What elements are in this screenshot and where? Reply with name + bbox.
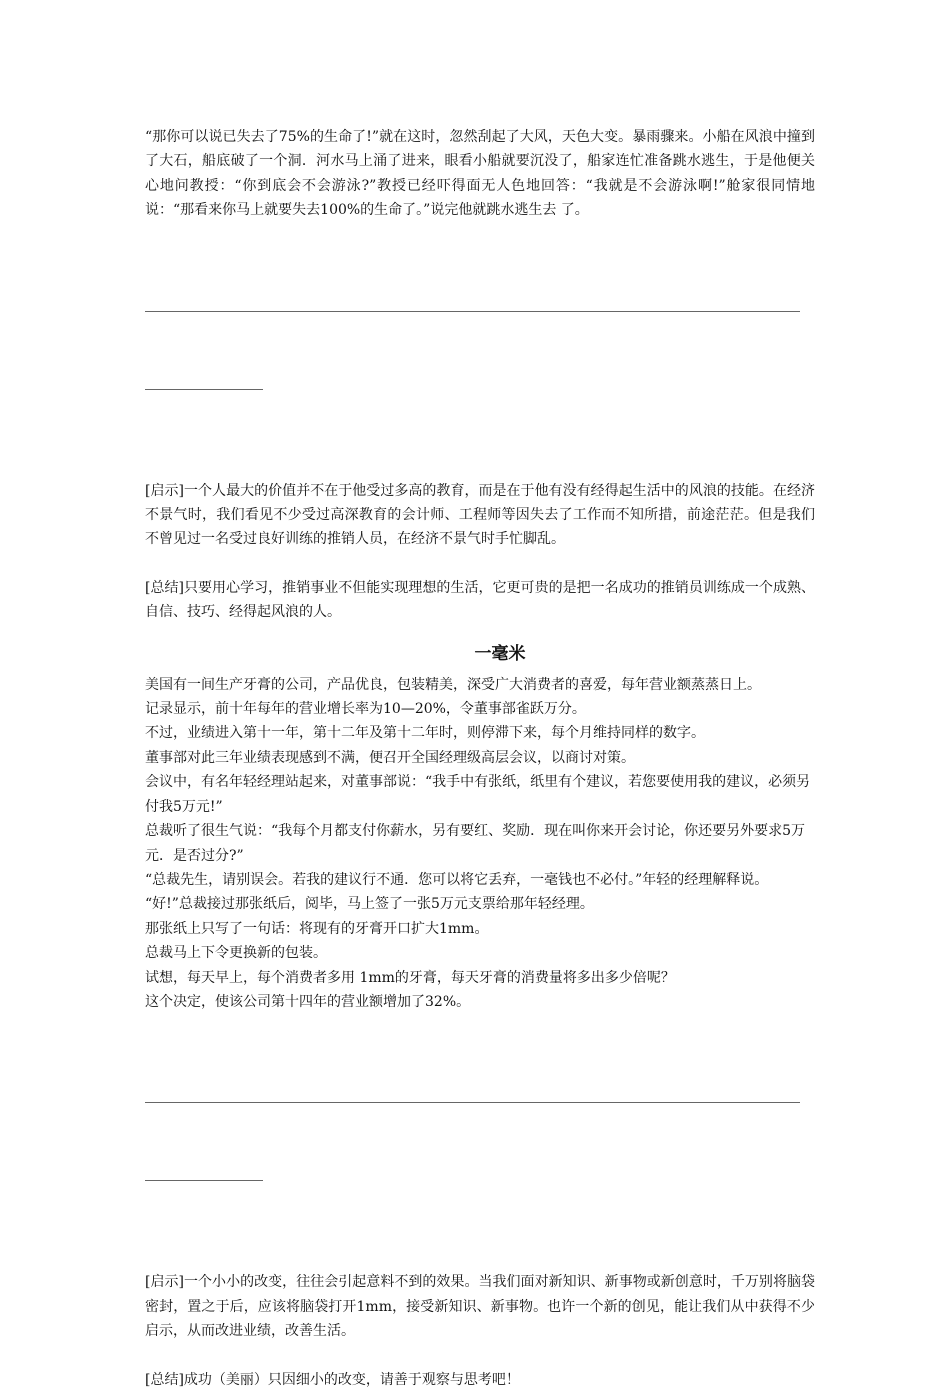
separator-rule — [145, 247, 815, 455]
story2-title: 一毫米 — [474, 643, 526, 664]
story2-paragraph: 董事部对此三年业绩表现感到不满，便召开全国经理级高层会议，以商讨对策。 — [145, 749, 635, 766]
story2-summary: [总结]成功（美丽）只因细小的改变，请善于观察与思考吧！ — [145, 1371, 520, 1388]
story2-paragraph: 总裁马上下令更换新的包装。 — [145, 945, 327, 962]
story2-paragraph: 美国有一间生产牙膏的公司，产品优良，包装精美，深受广大消费者的喜爱，每年营业额蒸蒸日上。 — [145, 676, 761, 693]
story2-paragraph: 这个决定，使该公司第十四年的营业额增加了32%。 — [145, 993, 471, 1010]
story2-paragraph: 不过，业绩进入第十一年，第十二年及第十二年时，则停滞下来，每个月维持同样的数字。 — [145, 725, 705, 742]
story1-ending-paragraph: “那你可以说已失去了75%的生命了!”就在这时，忽然刮起了大风，天色大变。暴雨骤来。小船在风浪中撞到了大石，船底破了一个洞．河水马上涌了进来，眼看小船就要沉没了，船家连忙准备跳水逃生，于是他便关心地问教授：“你到底会不会游泳?”教授已经吓得面无人色地回答：“我就是不会游泳啊!”舱家很同情地说：“那看来你马上就要失去100%的生命了。”说完他就跳水逃生去 了。 — [145, 129, 815, 219]
story2-body — [145, 673, 815, 1015]
story1-insight: [启示]一个人最大的价值并不在于他受过多高的教育，而是在于他有没有经得起生活中的风浪的技能。在经济不景气时，我们看见不少受过高深教育的会计师、工程师等因失去了工作而不知所措，前途茫茫。但是我们不曾见过一名受过良好训练的推销人员，在经济不景气时手忙脚乱。 — [145, 482, 815, 548]
story2-paragraph: 总裁听了很生气说：“我每个月都支付你薪水，另有要红、奖励．现在叫你来开会讨论，你还要另外要求5万元．是否过分?” — [145, 823, 806, 864]
story2-paragraph: 记录显示，前十年每年的营业增长率为10—20%，令董事部雀跃万分。 — [145, 701, 586, 718]
story2-paragraph: 会议中，有名年轻经理站起来，对董事部说：“我手中有张纸，纸里有个建议，若您要使用我的建议，必须另付我5万元!” — [145, 774, 811, 815]
story2-paragraph: 那张纸上只写了一句话：将现有的牙膏开口扩大1mm。 — [145, 920, 489, 937]
separator-rule — [145, 1038, 815, 1246]
story2-paragraph: “总裁先生，请别误会。若我的建议行不通．您可以将它丢弃，一毫钱也不必付。”年轻的经理解释说。 — [145, 871, 769, 888]
story2-paragraph: “好!”总裁接过那张纸后，阅毕，马上签了一张5万元支票给那年轻经理。 — [145, 896, 594, 913]
story2-paragraph: 试想，每天早上，每个消费者多用 1mm的牙膏，每天牙膏的消费量将多出多少倍呢？ — [145, 969, 675, 986]
story2-insight: [启示]一个小小的改变，往往会引起意料不到的效果。当我们面对新知识、新事物或新创意时，千万别将脑袋密封，置之于后，应该将脑袋打开1mm，接受新知识、新事物。也许一个新的创见，能让我们从中获得不少启示，从而改进业绩，改善生活。 — [145, 1274, 815, 1340]
story1-summary: [总结]只要用心学习，推销事业不但能实现理想的生活，它更可贵的是把一名成功的推销员训练成一个成熟、自信、技巧、经得起风浪的人。 — [145, 579, 815, 621]
document-page — [145, 125, 815, 1392]
